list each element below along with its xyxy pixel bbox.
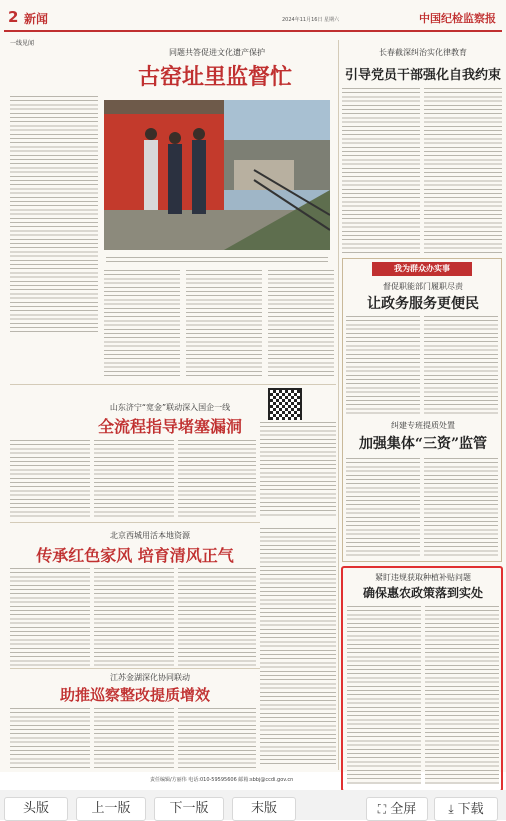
article-body bbox=[10, 438, 90, 518]
divider bbox=[10, 384, 336, 385]
article-body bbox=[260, 526, 336, 766]
article-body bbox=[347, 604, 421, 784]
download-label: 下载 bbox=[457, 802, 484, 817]
article-body bbox=[178, 706, 256, 770]
article-headline[interactable]: 确保惠农政策落到实处 bbox=[362, 586, 483, 600]
article-kicker[interactable]: 长春截深纠治实化律教育 bbox=[379, 48, 467, 57]
article-body bbox=[10, 706, 90, 770]
article-body bbox=[10, 566, 90, 666]
column-tag: 一线见闻 bbox=[10, 40, 35, 47]
article-kicker[interactable]: 北京西城用活本地资源 bbox=[110, 531, 190, 540]
last-page-button[interactable]: 末版 bbox=[232, 797, 296, 821]
article-kicker[interactable]: 江苏金湖深化协同联动 bbox=[110, 673, 190, 682]
article-headline[interactable]: 全流程指导堵塞漏洞 bbox=[97, 417, 242, 436]
article-body bbox=[424, 86, 502, 254]
article-body bbox=[10, 94, 98, 334]
article-body bbox=[346, 314, 420, 414]
box-banner: 我为群众办实事 bbox=[372, 262, 472, 276]
article-body bbox=[94, 438, 174, 518]
article-headline[interactable]: 传承红色家风 培育清风正气 bbox=[36, 546, 234, 565]
article-headline[interactable]: 引导党员干部强化自我约束 bbox=[344, 68, 501, 83]
divider bbox=[10, 668, 260, 669]
column-divider bbox=[338, 40, 339, 770]
article-kicker[interactable]: 督促职能部门履职尽责 bbox=[383, 282, 463, 291]
article-headline[interactable]: 加强集体“三资”监管 bbox=[358, 436, 488, 452]
article-body bbox=[424, 456, 498, 556]
article-body bbox=[260, 420, 336, 518]
article-body bbox=[94, 706, 174, 770]
article-body bbox=[178, 438, 256, 518]
fullscreen-icon: ⛶ bbox=[377, 802, 387, 816]
article-body bbox=[104, 268, 180, 378]
fullscreen-button[interactable] bbox=[366, 797, 428, 821]
article-body bbox=[424, 314, 498, 414]
article-body bbox=[178, 566, 256, 666]
page-number: 2 bbox=[8, 8, 19, 26]
fullscreen-label: 全屏 bbox=[390, 802, 417, 817]
article-body bbox=[346, 456, 420, 556]
prev-page-button[interactable]: 上一版 bbox=[76, 797, 146, 821]
article-body bbox=[425, 604, 499, 784]
first-page-button[interactable]: 头版 bbox=[4, 797, 68, 821]
next-page-button[interactable]: 下一版 bbox=[154, 797, 224, 821]
download-icon: ⤓ bbox=[448, 802, 454, 816]
masthead-rule bbox=[4, 30, 502, 32]
article-kicker[interactable]: 紧盯违规获取种植补贴问题 bbox=[375, 573, 471, 582]
article-body bbox=[186, 268, 262, 378]
divider bbox=[10, 522, 260, 523]
masthead bbox=[4, 8, 502, 30]
article-body bbox=[342, 86, 420, 254]
article-headline[interactable]: 古窑址里监督忙 bbox=[137, 64, 292, 90]
issue-date: 2024年11月16日 星期六 bbox=[282, 17, 340, 23]
download-button[interactable] bbox=[434, 797, 498, 821]
article-headline[interactable]: 让政务服务更便民 bbox=[367, 296, 479, 312]
article-body bbox=[94, 566, 174, 666]
paper-name: 中国纪检监察报 bbox=[419, 12, 496, 25]
page-footer: 责任编辑/方丽伟 电话:010-59595606 邮箱:sbbj@ccdi.gov.cn bbox=[150, 777, 294, 783]
section-name: 新闻 bbox=[24, 12, 49, 26]
article-kicker[interactable]: 山东济宁“宽金”联动深入国企一线 bbox=[109, 403, 231, 412]
news-photo[interactable] bbox=[104, 100, 330, 250]
article-headline[interactable]: 助推巡察整改提质增效 bbox=[59, 686, 210, 704]
photo-caption bbox=[106, 255, 328, 263]
article-kicker[interactable]: 同题共答促进文化遗产保护 bbox=[169, 48, 265, 57]
article-kicker[interactable]: 纠建专班提质处置 bbox=[391, 421, 455, 430]
article-body bbox=[268, 268, 334, 378]
